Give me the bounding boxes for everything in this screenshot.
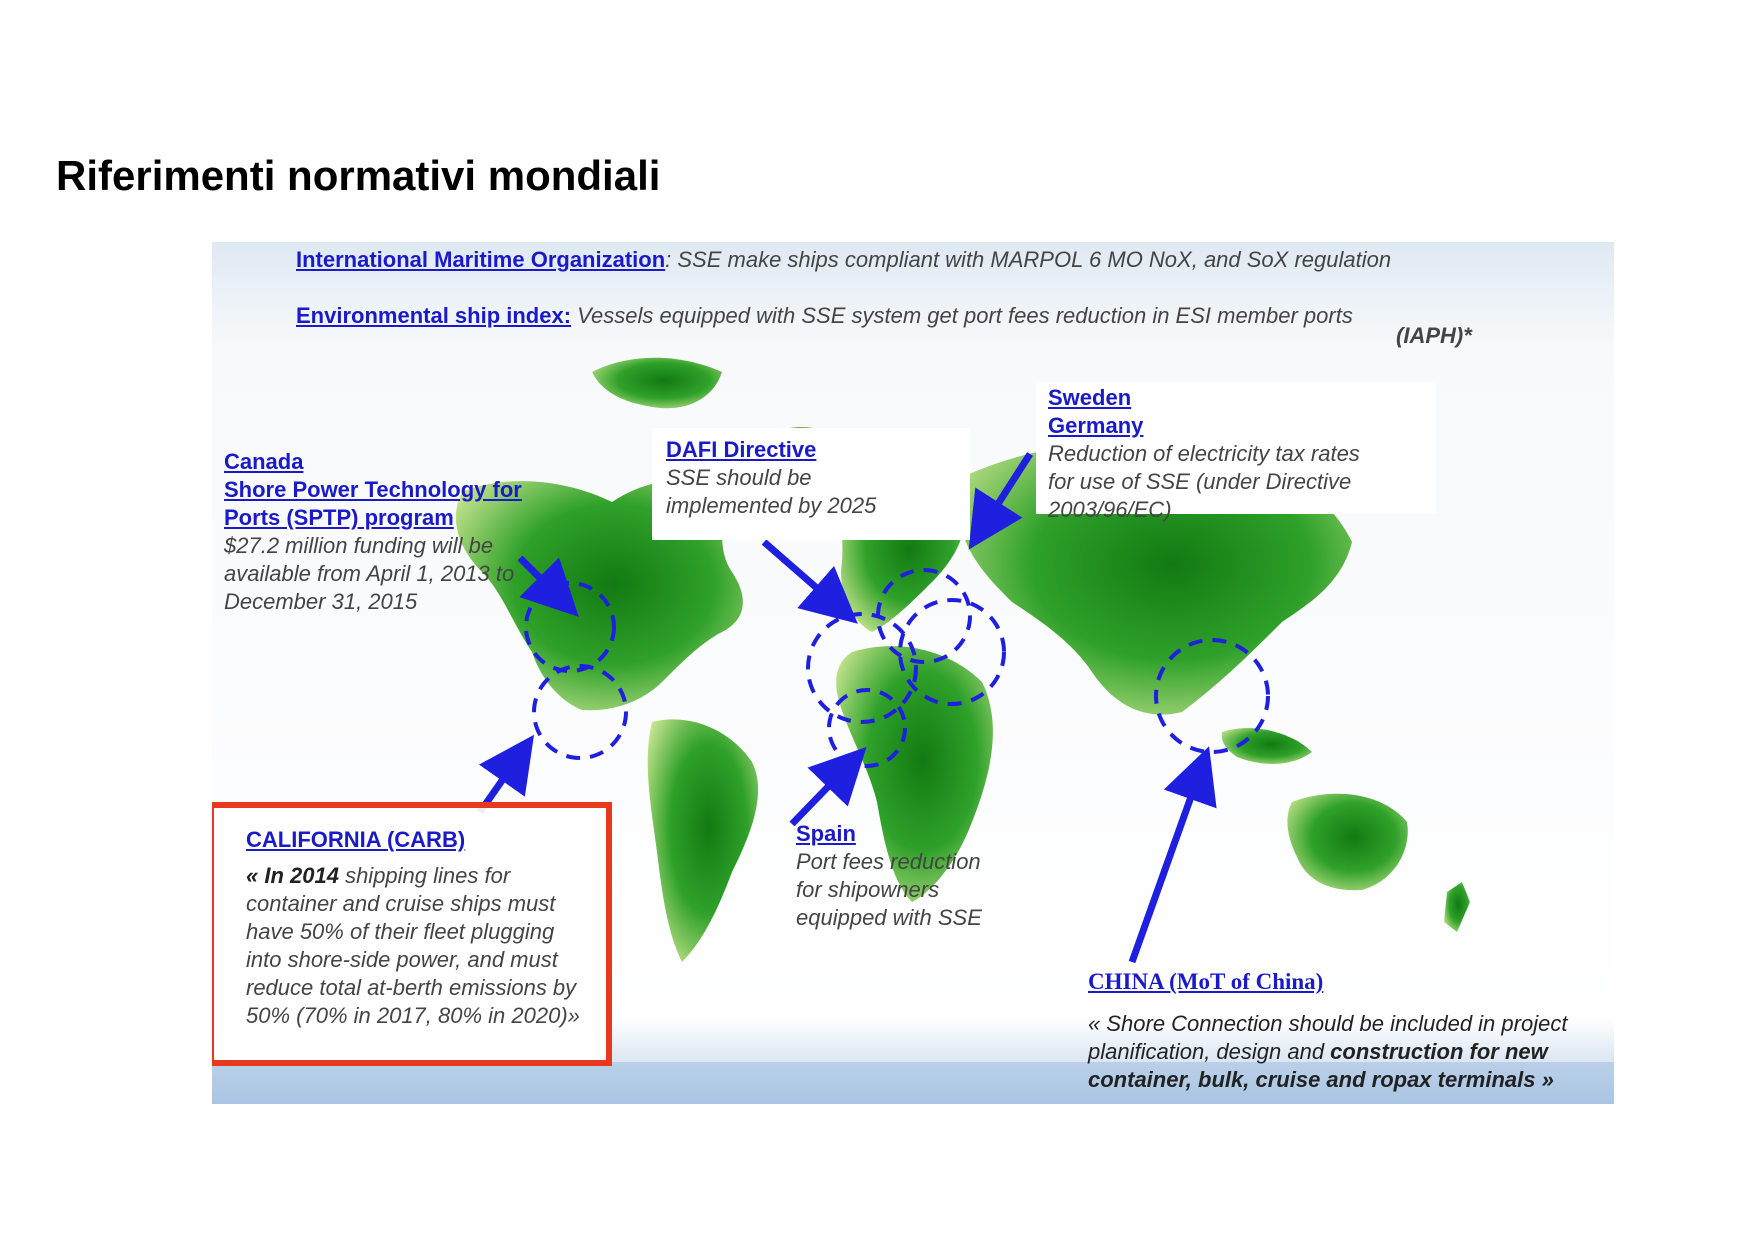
spain-desc-3: equipped with SSE <box>796 905 982 930</box>
canada-title-1[interactable]: Canada <box>224 449 304 474</box>
sweden-title-1[interactable]: Sweden <box>1048 385 1132 410</box>
california-callout <box>246 826 580 1030</box>
imo-line <box>296 246 1391 274</box>
spain-desc-1: Port fees reduction <box>796 849 981 874</box>
dafi-callout <box>666 436 876 520</box>
canada-desc-1: $27.2 million funding will be <box>224 533 494 558</box>
spain-desc-2: for shipowners <box>796 877 940 902</box>
dafi-title[interactable]: DAFI Directive <box>666 437 817 462</box>
esi-link[interactable]: Environmental ship index: <box>296 303 572 328</box>
california-line2: container and cruise ships must <box>246 891 556 916</box>
china-line2-bold: construction for new <box>1330 1039 1548 1064</box>
dafi-desc-2: implemented by 2025 <box>666 493 877 518</box>
canada-title-3[interactable]: Ports (SPTP) program <box>224 505 454 530</box>
imo-text: : SSE make ships compliant with MARPOL 6 MO NoX, and SoX regulation <box>665 247 1392 272</box>
china-line2-prefix: planification, design and <box>1088 1039 1331 1064</box>
canada-callout <box>224 448 522 616</box>
sweden-desc-2: for use of SSE (under Directive <box>1048 469 1352 494</box>
california-line5: reduce total at-berth emissions by <box>246 975 577 1000</box>
china-line3: container, bulk, cruise and ropax terminals » <box>1088 1067 1554 1092</box>
california-line1-rest: shipping lines for <box>338 863 511 888</box>
california-line6: 50% (70% in 2017, 80% in 2020)» <box>246 1003 580 1028</box>
dafi-desc-1: SSE should be <box>666 465 812 490</box>
california-line3: have 50% of their fleet plugging <box>246 919 555 944</box>
spain-callout <box>796 820 982 932</box>
california-line4: into shore-side power, and must <box>246 947 558 972</box>
esi-text: Vessels equipped with SSE system get port fees reduction in ESI member ports <box>571 303 1353 328</box>
california-title[interactable]: CALIFORNIA (CARB) <box>246 827 466 852</box>
imo-link[interactable]: International Maritime Organization <box>296 247 666 272</box>
sweden-callout <box>1048 384 1360 524</box>
sweden-desc-1: Reduction of electricity tax rates <box>1048 441 1360 466</box>
esi-line <box>296 302 1353 330</box>
california-line1-prefix: « In 2014 <box>246 863 339 888</box>
spain-title[interactable]: Spain <box>796 821 856 846</box>
canada-title-2[interactable]: Shore Power Technology for <box>224 477 522 502</box>
esi-suffix: (IAPH)* <box>1396 323 1472 348</box>
sweden-title-2[interactable]: Germany <box>1048 413 1144 438</box>
sweden-desc-3: 2003/96/EC) <box>1048 497 1172 522</box>
canada-desc-3: December 31, 2015 <box>224 589 418 614</box>
china-callout <box>1088 968 1567 1094</box>
page-title: Riferimenti normativi mondiali <box>56 152 661 199</box>
china-title[interactable]: CHINA (MoT of China) <box>1088 969 1324 994</box>
canada-desc-2: available from April 1, 2013 to <box>224 561 515 586</box>
world-map-figure <box>212 242 1614 1104</box>
china-line1: « Shore Connection should be included in project <box>1088 1011 1568 1036</box>
